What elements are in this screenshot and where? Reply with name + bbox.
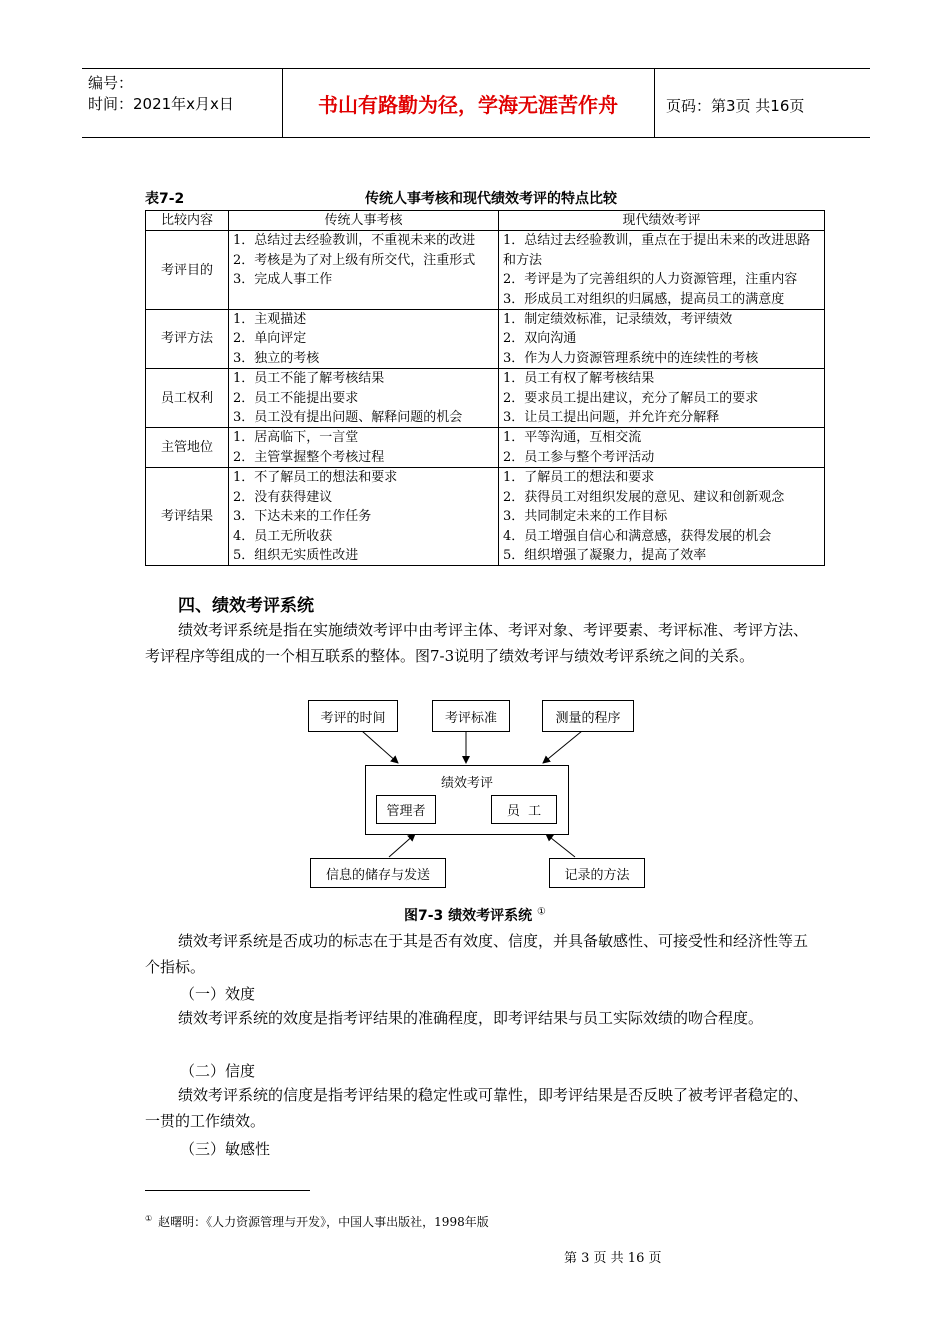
arrow-record-to-center [546,834,575,857]
table-title: 传统人事考核和现代绩效考评的特点比较 [365,191,617,207]
list-item: 2．员工不能提出要求 [233,390,359,406]
arrow-storage-to-center [389,834,415,857]
paragraph: 绩效考评系统的效度是指考评结果的准确程度，即考评结果与员工实际效绩的吻合程度。 [178,1009,764,1027]
list-item: 1．总结过去经验教训，重点在于提出未来的改进思路和方法 [503,233,811,268]
list-item: 5．组织增强了凝聚力，提高了效率 [503,547,707,563]
box-measurement-procedure: 测量的程序 [542,700,634,732]
row-category: 考评目的 [146,231,229,310]
list-item: 3．下达未来的工作任务 [233,509,372,525]
section-heading: 四、绩效考评系统 [178,596,314,616]
column-header: 比较内容 [146,211,229,231]
list-item: 3．形成员工对组织的归属感，提高员工的满意度 [503,291,785,307]
list-item: 4．员工无所收获 [233,528,333,544]
column-header: 传统人事考核 [229,211,499,231]
paragraph: 绩效考评系统的信度是指考评结果的稳定性或可靠性，即考评结果是否反映了被考评者稳定的、一贯的工作绩效。 [145,1086,809,1130]
box-employee: 员 工 [491,795,557,824]
number-label: 编号： [88,74,134,92]
figure-caption [0,905,950,925]
list-item: 1．了解员工的想法和要求 [503,470,655,486]
list-item: 3．完成人事工作 [233,272,333,288]
list-item: 2．没有获得建议 [233,489,333,505]
footnote-separator [145,1190,310,1191]
figure-caption-text: 图7-3 绩效考评系统 [403,908,533,924]
list-item: 1．不了解员工的想法和要求 [233,470,398,486]
footnote-text: 赵曙明：《人力资源管理与开发》，中国人事出版社，1998年版 [158,1215,489,1229]
arrow-procedure-to-center [543,731,582,763]
footnote-ref: ① [537,906,546,918]
list-item: 3．共同制定未来的工作目标 [503,509,668,525]
list-item: 2．员工参与整个考评活动 [503,449,655,465]
box-information-storage: 信息的储存与发送 [310,858,446,888]
list-item: 3．独立的考核 [233,350,320,366]
table-number: 表7-2 [145,191,185,207]
list-item: 1．居高临下，一言堂 [233,430,359,446]
list-item: 1．主观描述 [233,312,307,328]
list-item: 1．制定绩效标准，记录绩效，考评绩效 [503,312,733,328]
list-item: 1．员工不能了解考核结果 [233,371,385,387]
box-evaluation-standard: 考评标准 [432,700,510,732]
list-item: 2．主管掌握整个考核过程 [233,449,385,465]
box-manager: 管理者 [376,795,436,824]
center-title: 绩效考评 [440,776,493,791]
list-item: 2．考核是为了对上级有所交代，注重形式 [233,252,476,268]
header-page-info: 页码：第3页 共16页 [666,97,805,115]
row-category: 主管地位 [146,428,229,468]
header-motto: 书山有路勤为径，学海无涯苦作舟 [318,93,618,117]
list-item: 4．员工增强自信心和满意感，获得发展的机会 [503,528,772,544]
list-item: 3．作为人力资源管理系统中的连续性的考核 [503,350,759,366]
time-label: 时间：2021年x月x日 [88,95,234,113]
list-item: 5．组织无实质性改进 [233,547,359,563]
list-item: 3．让员工提出问题，并允许充分解释 [503,410,720,426]
list-item: 2．双向沟通 [503,331,577,347]
footnote [145,1213,489,1230]
list-item: 1．平等沟通，互相交流 [503,430,642,446]
list-item: 2．单向评定 [233,331,307,347]
arrow-time-to-center [362,731,398,763]
box-evaluation-time: 考评的时间 [308,700,398,732]
list-item: 2．要求员工提出建议，充分了解员工的要求 [503,390,759,406]
list-item: 1．员工有权了解考核结果 [503,371,655,387]
column-header: 现代绩效考评 [499,211,825,231]
list-item: 3．员工没有提出问题、解释问题的机会 [233,410,463,426]
row-category: 考评结果 [146,468,229,566]
box-recording-method: 记录的方法 [549,858,645,888]
subheading-reliability: （二）信度 [180,1062,256,1080]
paragraph: 绩效考评系统是指在实施绩效考评中由考评主体、考评对象、考评要素、考评标准、考评方法、考评程序等组成的一个相互联系的整体。图7-3说明了绩效考评与绩效考评系统之间的关系。 [145,621,809,665]
paragraph: 绩效考评系统是否成功的标志在于其是否有效度、信度，并具备敏感性、可接受性和经济性等五个指标。 [145,932,809,976]
subheading-sensitivity: （三）敏感性 [180,1140,271,1158]
page-footer: 第 3 页 共 16 页 [564,1251,662,1266]
row-category: 员工权利 [146,369,229,428]
list-item: 2．获得员工对组织发展的意见、建议和创新观念 [503,489,785,505]
footnote-mark: ① [145,1214,153,1223]
subheading-validity: （一）效度 [180,985,256,1003]
list-item: 2．考评是为了完善组织的人力资源管理，注重内容 [503,272,798,288]
row-category: 考评方法 [146,310,229,369]
list-item: 1．总结过去经验教训，不重视未来的改进 [233,233,476,249]
